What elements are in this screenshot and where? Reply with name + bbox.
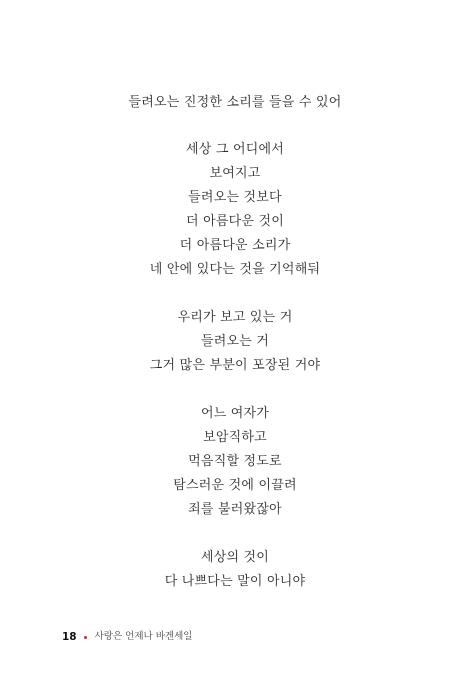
poem-line-16: 세상의 것이 [200, 550, 270, 565]
poem-line-9: 들려오는 거 [200, 334, 270, 349]
bullet-dot-icon [84, 636, 87, 639]
poem-line-3: 보여지고 [209, 166, 261, 181]
page-number: 18 [62, 631, 77, 643]
page-footer [62, 630, 192, 644]
poem-line-12: 보암직하고 [203, 430, 267, 445]
poem-line-5: 더 아름다운 것이 [186, 214, 284, 229]
poem-line-10: 그거 많은 부분이 포장된 거야 [149, 358, 321, 373]
poem-line-4: 들려오는 것보다 [188, 190, 282, 205]
poem-line-6: 더 아름다운 소리가 [179, 238, 291, 253]
poem-line-8: 우리가 보고 있는 거 [177, 310, 293, 325]
poem-line-15: 죄를 불러왔잖아 [188, 502, 282, 517]
poem-line-11: 어느 여자가 [200, 406, 270, 421]
poem-line-17: 다 나쁘다는 말이 아니야 [164, 574, 306, 589]
poem-line-2: 세상 그 어디에서 [186, 142, 284, 157]
poem-line-14: 탐스러운 것에 이끌려 [173, 478, 297, 493]
poem-line-7: 네 안에 있다는 것을 기억해둬 [149, 262, 321, 277]
running-title: 사랑은 언제나 바겐세일 [94, 631, 193, 642]
poem-line-1: 들려오는 진정한 소리를 들을 수 있어 [128, 95, 342, 110]
poem-line-13: 먹음직할 정도로 [188, 454, 282, 469]
